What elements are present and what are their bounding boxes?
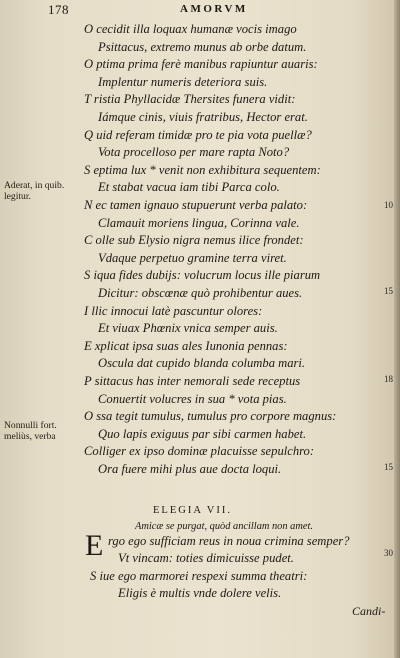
margin-note: Aderat, in quib. legitur.: [4, 180, 65, 202]
elegy-argument: Amicæ se purgat, quòd ancillam non amet.: [135, 521, 313, 532]
verse-line-indented: Ora fuere mihi plus aue docta loqui.: [98, 462, 282, 476]
verse-line: Colliger ex ipso dominæ placuisse sepulchro:: [84, 444, 315, 459]
line-number: 18: [384, 374, 393, 384]
elegy-title: ELEGIA VII.: [153, 505, 232, 516]
verse-line: S eptima lux * venit non exhibitura sequentem:: [84, 162, 321, 177]
margin-note: Nonnulli fort. meliùs, verba: [4, 420, 57, 442]
verse-line-indented: Eligis è multis vnde dolere velis.: [118, 586, 282, 600]
verse-line: O ptima prima ferè manibus rapiuntur auaris:: [84, 57, 318, 72]
verse-line-indented: Quo lapis exiguus par sibi carmen habet.: [98, 426, 307, 441]
verse-line: S iqua fides dubijs: volucrum locus ille piarum: [84, 268, 321, 283]
page-number: 178: [48, 2, 69, 17]
verse-line-indented: Implentur numeris deteriora suis.: [98, 74, 268, 89]
verse-line-indented: Vota procelloso per mare rapta Noto?: [98, 145, 290, 160]
verse-line: O cecidit illa loquax humanæ vocis imago: [84, 22, 297, 36]
verse-line-indented: Psittacus, extremo munus ab orbe datum.: [98, 39, 307, 54]
line-number: 30: [384, 548, 393, 558]
verse-line: S iue ego marmorei respexi summa theatri:: [90, 569, 308, 583]
line-number: 15: [384, 286, 393, 296]
verse-line: N ec tamen ignauo stupuerunt verba palato:: [84, 198, 308, 212]
verse-line-indented: Oscula dat cupido blanda columba mari.: [98, 356, 306, 371]
verse-line-indented: Et stabat vacua iam tibi Parca colo.: [98, 180, 280, 195]
catchword: Candi-: [352, 604, 386, 618]
page-edge: [394, 0, 400, 658]
verse-line: E xplicat ipsa suas ales Iunonia pennas:: [84, 338, 288, 353]
verse-line-indented: Vdaque perpetuo gramine terra viret.: [98, 250, 287, 265]
verse-line-indented: Conuertit volucres in sua * vota pias.: [98, 391, 287, 406]
verse-line: P sittacus has inter nemorali sede receptus: [84, 374, 301, 388]
verse-line: C olle sub Elysio nigra nemus ilice frondet:: [84, 233, 304, 248]
verse-line: T ristia Phyllacidæ Thersites funera vidit:: [84, 92, 296, 107]
verse-line-indented: Iámque cinis, viuis fratribus, Hector erat.: [98, 110, 308, 124]
verse-line-indented: Clamauit moriens lingua, Corinna vale.: [98, 215, 300, 230]
verse-line-indented: Dicitur: obscœnæ quò prohibentur aues.: [98, 286, 303, 300]
verse-line-indented: Vt vincam: toties dimicuisse pudet.: [118, 551, 294, 565]
line-number: 10: [384, 200, 393, 210]
verse-line: I llic innocui latè pascuntur olores:: [84, 303, 263, 318]
line-number: 15: [384, 462, 393, 472]
drop-capital: E: [85, 529, 104, 562]
running-title: AMORVM: [180, 3, 248, 15]
verse-line: O ssa tegit tumulus, tumulus pro corpore magnus:: [84, 409, 337, 424]
verse-line-indented: Et viuax Phœnix vnica semper auis.: [98, 321, 278, 336]
verse-line: rgo ego sufficiam reus in noua crimina semper?: [108, 534, 350, 548]
verse-line: Q uid referam timidæ pro te pia vota puellæ?: [84, 127, 312, 142]
